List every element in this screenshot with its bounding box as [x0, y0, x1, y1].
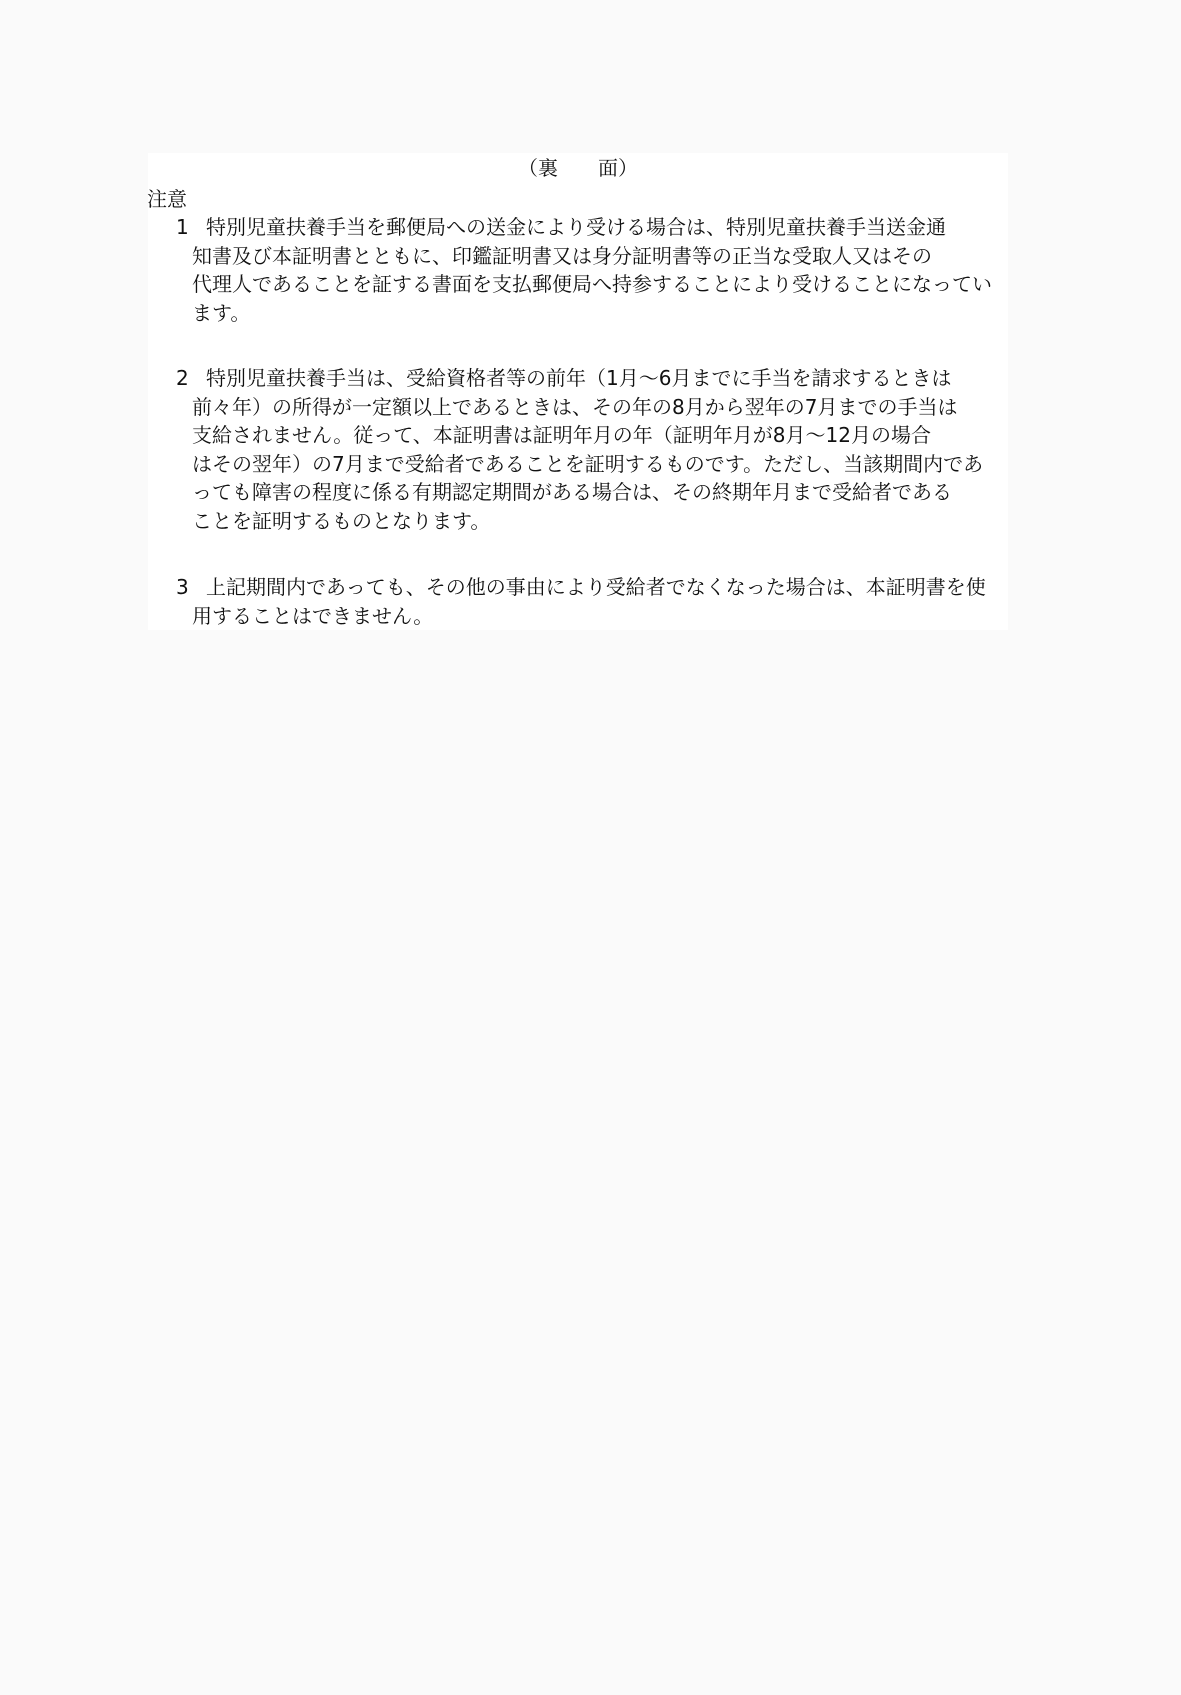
item-text-line: 前々年）の所得が一定額以上であるときは、その年の8月から翌年の7月までの手当は [192, 394, 958, 419]
document-heading: （裏 面） [518, 156, 638, 180]
item-number: 3 [176, 575, 189, 599]
item-number: 1 [176, 215, 189, 239]
item-text-line: 代理人であることを証する書面を支払郵便局へ持参することにより受けることになってい [192, 272, 992, 296]
caution-label: 注意 [147, 187, 187, 211]
item-text-line: ことを証明するものとなります。 [192, 508, 491, 533]
item-text-line: 特別児童扶養手当を郵便局への送金により受ける場合は、特別児童扶養手当送金通 [206, 215, 946, 239]
item-number: 2 [176, 366, 189, 390]
item-text-line: っても障害の程度に係る有期認定期間がある場合は、その終期年月まで受給者である [192, 480, 952, 504]
item-text-line: はその翌年）の7月まで受給者であることを証明するものです。ただし、当該期間内であ [192, 451, 984, 476]
item-text-line: ます。 [192, 300, 251, 325]
item-text-line: 用することはできません。 [192, 603, 434, 628]
item-text-line: 支給されません。従って、本証明書は証明年月の年（証明年月が8月～12月の場合 [192, 423, 931, 447]
item-text-line: 上記期間内であっても、その他の事由により受給者でなくなった場合は、本証明書を使 [206, 575, 986, 599]
document-sheet [148, 153, 1008, 630]
item-text-line: 知書及び本証明書とともに、印鑑証明書又は身分証明書等の正当な受取人又はその [192, 243, 932, 268]
item-text-line: 特別児童扶養手当は、受給資格者等の前年（1月～6月までに手当を請求するときは [206, 366, 952, 390]
